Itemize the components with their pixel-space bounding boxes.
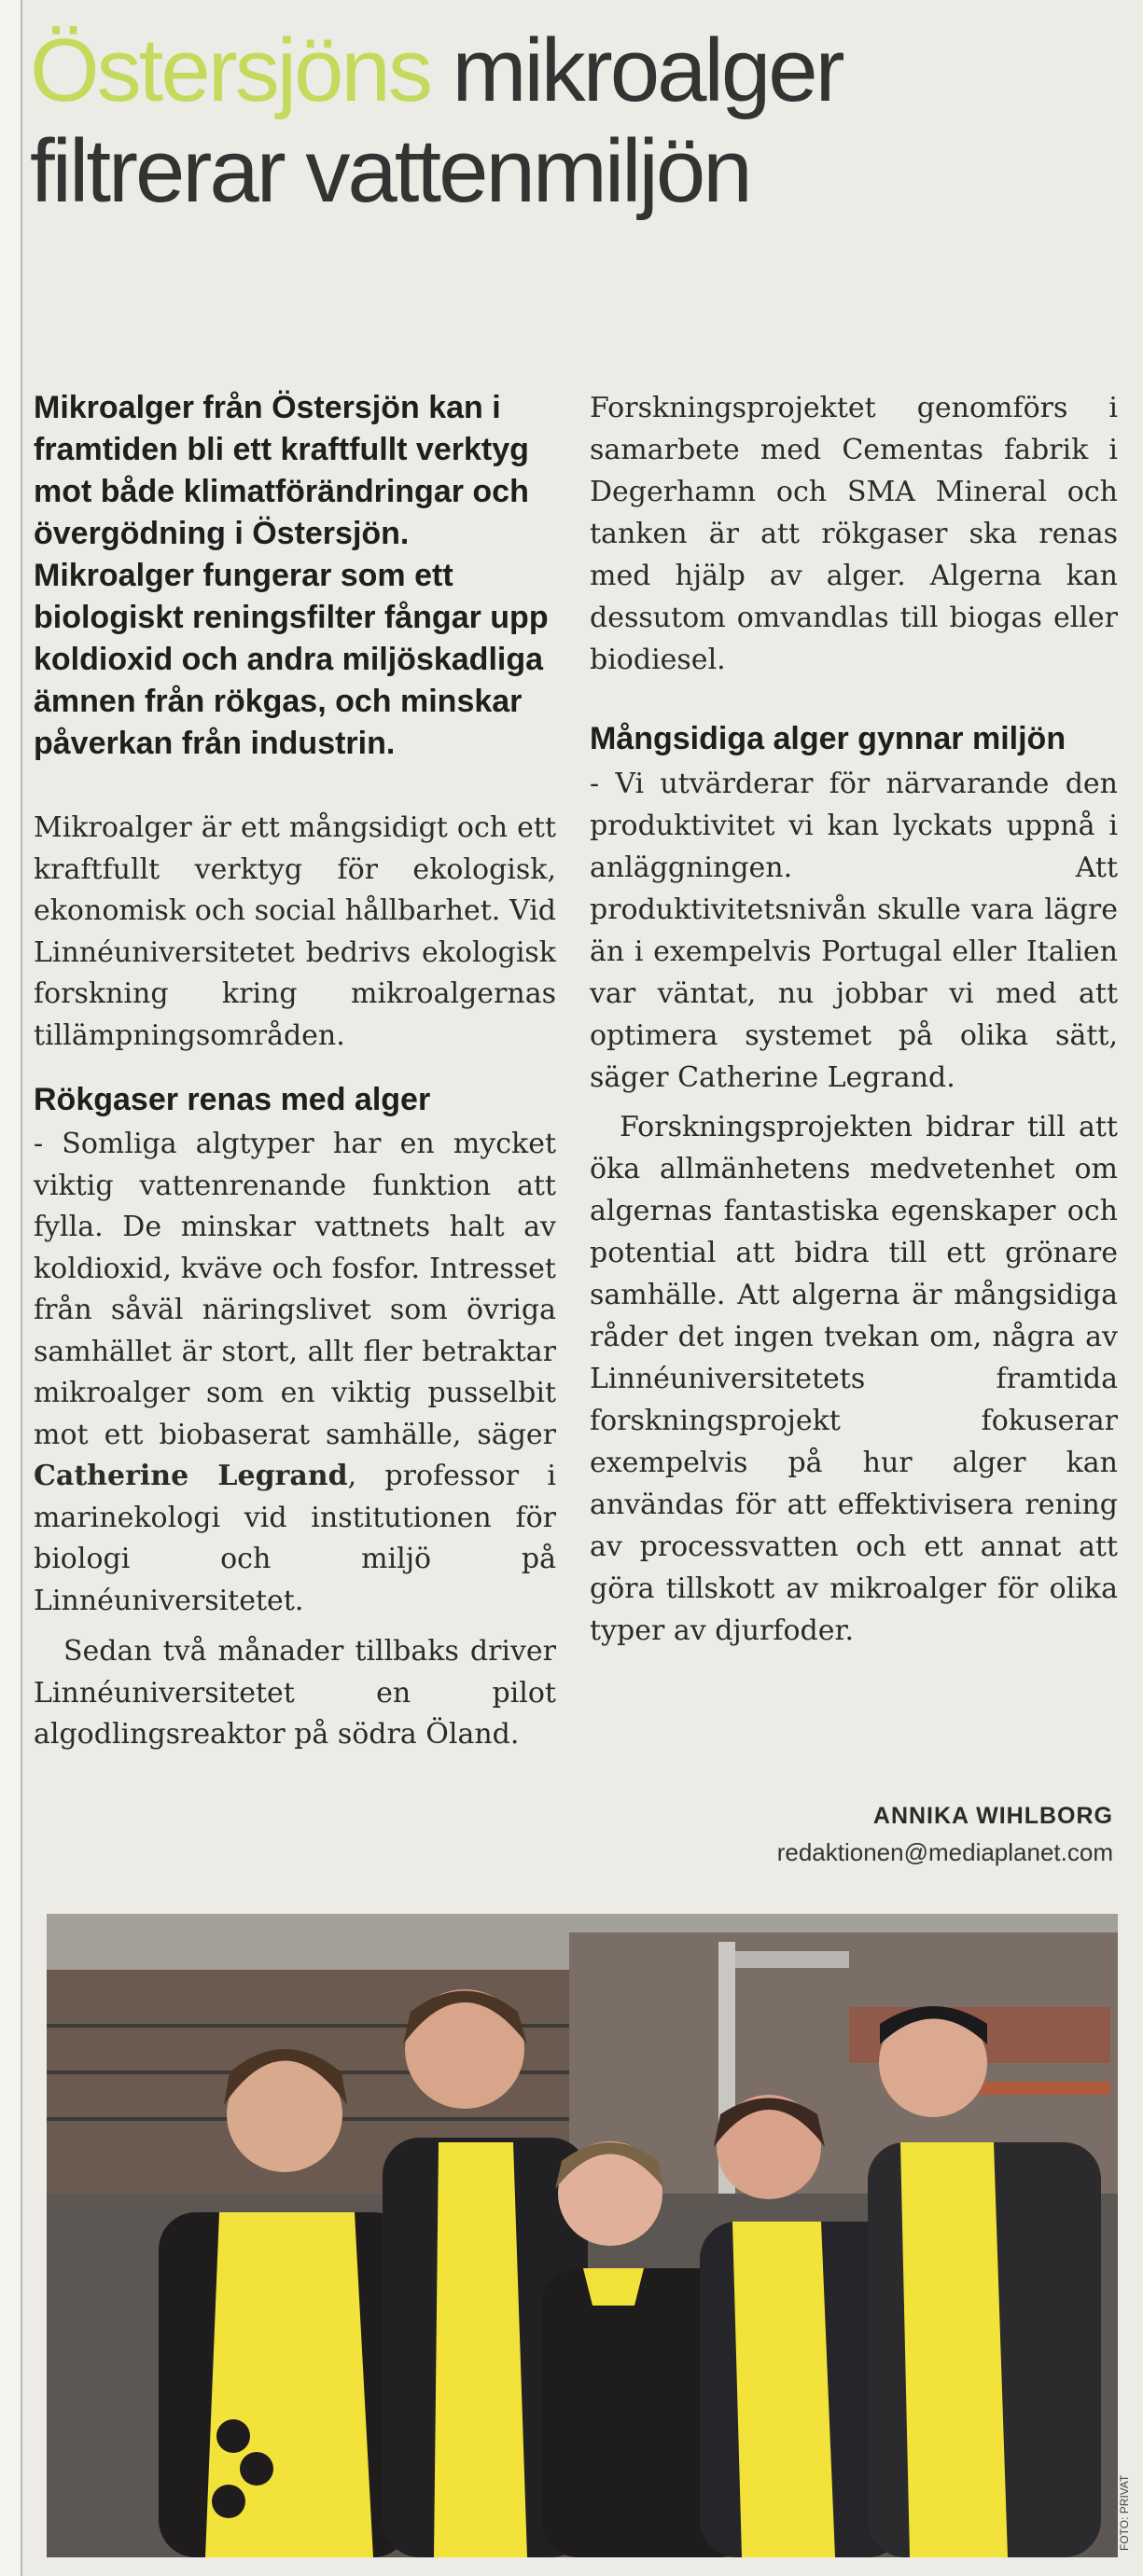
lead-paragraph: Mikroalger från Östersjön kan i framtiden bli ett kraftfullt verktyg mot både klimatförändringar och övergödning i Östersjön. Mikroalger fungerar som ett biologiskt reningsfilter fångar upp koldioxid och andra miljöskadliga ämnen från rökgas, och minskar påverkan från industrin. xyxy=(34,390,549,761)
section1-para1-after: , professor i marinekologi vid institutionen för biologi och miljö på Linnéuniversitetet. xyxy=(34,1460,556,1617)
group-photo xyxy=(47,1914,1118,2557)
author-name: ANNIKA WIHLBORG xyxy=(872,1803,1113,1829)
author-email: redaktionen@mediaplanet.com xyxy=(776,1838,1113,1866)
photo-credit: FOTO: PRIVAT xyxy=(1118,2474,1131,2551)
section1-para2: Sedan två månader tillbaks driver Linnéuniversitetet en pilot algodlingsreaktor på södra Öland. xyxy=(34,1635,556,1751)
headline xyxy=(30,21,1131,222)
left-body xyxy=(34,808,556,1756)
quoted-person-name: Catherine Legrand xyxy=(34,1460,348,1492)
section2-para1: - Vi utvärderar för närvarande den produktivitet vi kan lyckats uppnå i anläggningen. Att produktivitetsnivån skulle vara lägre än i exempelvis Portugal eller Italien var väntat, nu jobbar vi med att optimera systemet på olika sätt, säger Catherine Legrand. xyxy=(590,768,1118,1094)
headline-accent: Östersjöns xyxy=(30,21,430,120)
section1-para1 xyxy=(34,1124,556,1622)
right-column xyxy=(590,387,1118,1652)
photo-illustration xyxy=(47,1914,1118,2557)
section2-heading: Mångsidiga alger gynnar miljön xyxy=(590,721,1066,756)
left-column xyxy=(34,387,556,1766)
page-edge xyxy=(0,0,22,2576)
intro-paragraph: Mikroalger är ett mångsidigt och ett kraftfullt verktyg för ekologisk, ekonomisk och social hållbarhet. Vid Linnéuniversitetet bedrivs ekologisk forskning kring mikroalgernas tillämpningsområden. xyxy=(34,811,556,1052)
section1-heading: Rökgaser renas med alger xyxy=(34,1082,431,1117)
byline xyxy=(777,1798,1113,1871)
section2-para2: Forskningsprojekten bidrar till att öka allmänhetens medvetenhet om algernas fantastiska egenskaper och potential att bidra till ett grönare samhälle. Att algerna är mångsidiga råder det ingen tvekan om, några av Linnéuniversitetets framtida forskningsprojekt fokuserar exempelvis på hur alger kan användas för att effektivisera rening av processvatten och ett annat att göra tillskott av mikroalger för olika typer av djurfoder. xyxy=(590,1111,1118,1647)
section1-para1-before: - Somliga algtyper har en mycket viktig vattenrenande funktion att fylla. De minskar vattnets halt av koldioxid, kväve och fosfor. Intresset från såväl näringslivet som övriga samhället är stort, allt fler betraktar mikroalger som en viktig pusselbit mot ett biobaserat samhälle, säger xyxy=(34,1128,556,1451)
right-body xyxy=(590,387,1118,1652)
headline-line2: filtrerar vattenmiljön xyxy=(30,121,750,221)
right-intro-paragraph: Forskningsprojektet genomförs i samarbete med Cementas fabrik i Degerhamn och SMA Mineral och tanken är att rökgaser ska renas med hjälp av alger. Algerna kan dessutom omvandlas till biogas eller biodiesel. xyxy=(590,392,1118,676)
headline-line1-rest: mikroalger xyxy=(429,21,843,120)
